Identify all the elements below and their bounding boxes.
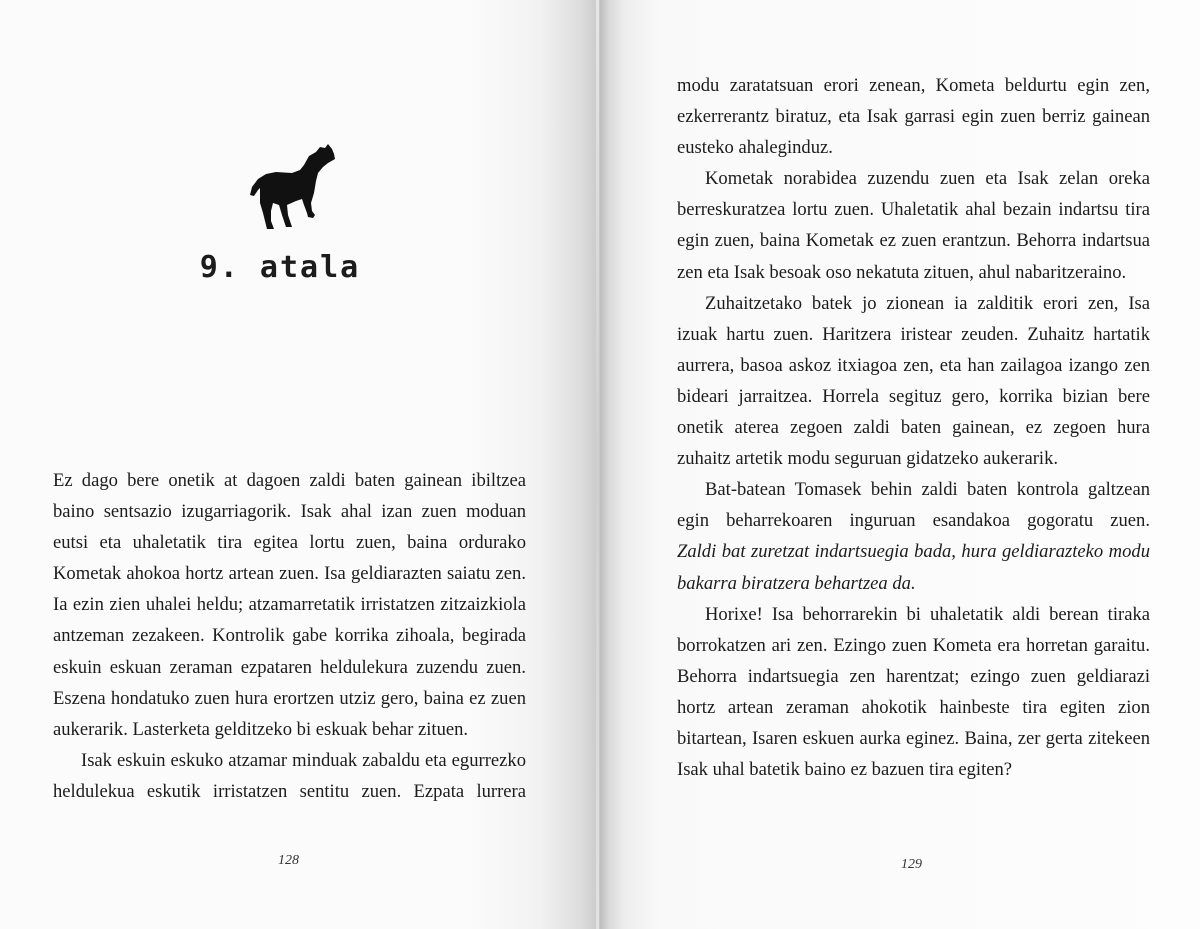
paragraph: Ez dago bere onetik at dagoen zaldi baten gainean ibiltzea baino sentsazio izugarriagorik. Isak ahal izan zuen moduan eutsi eta uhaletatik tira egitea lortu zuen, baina ordurako Kometak ahokoa hortz artean zuen. Isa geldiarazten saiatu zen. Ia ezin zien uhalei heldu; atzamarretatik irristatzen zitzaizkiola antzeman zezakeen. Kontrolik gabe korrika zihoala, begirada eskuin eskuan zeraman ezpataren heldulekura zuzendu zuen. Eszena hondatuko zuen hura erortzen utziz gero, baina ez zuen aukerarik. Lasterketa gelditzeko bi eskuak behar zituen. xyxy=(53,470,526,740)
paragraph: modu zaratatsuan erori zenean, Kometa beldurtu egin zen, ezkerrerantz biratuz, eta Isak garrasi egin zuen berriz gainean eusteko ahaleginduz. xyxy=(677,75,1150,159)
italic-quote: Zaldi bat zuretzat indartsuegia bada, hura geldiarazteko modu bakarra biratzera behartzea da. xyxy=(677,541,1150,594)
book-gutter xyxy=(596,0,599,929)
right-body-text xyxy=(677,70,1150,785)
paragraph: Horixe! Isa behorrarekin bi uhaletatik aldi berean tiraka borrokatzen ari zen. Ezingo zuen Kometa era horretan garaitu. Behorra indartsuegia zen harentzat; ezingo zuen geldiarazi hortz artean zeraman ahokotik hainbeste tira egiten zion bitartean, Isaren eskuen aurka eginez. Baina, zer gerta zitekeen Isak uhal batetik baino ez bazuen tira egiten? xyxy=(677,603,1150,781)
paragraph: Kometak norabidea zuzendu zuen eta Isak zelan oreka berreskuratzea lortu zuen. Uhaletatik ahal bezain indartsu tira egin zuen, baina Kometak ez zuen erantzun. Behorra indartsua zen eta Isak besoak oso nekatuta zituen, ahul nabaritzeraino. xyxy=(677,168,1150,283)
page-number: 128 xyxy=(278,853,299,868)
left-body-text xyxy=(53,465,526,807)
chapter-title: 9. atala xyxy=(199,250,361,285)
horse-icon xyxy=(246,143,336,231)
paragraph: Zuhaitzetako batek jo zionean ia zalditik erori zen, Isa izuak hartu zuen. Haritzera iristear zeuden. Zuhaitz hartatik aurrera, basoa askoz itxiagoa zen, eta han zailagoa izango zen bideari jarraitzea. Horrela segituz gero, korrika bizian bere onetik aterea zegoen zaldi baten gainean, ez zegoen hura zuhaitz artetik modu seguruan gidatzeko aukerarik. xyxy=(677,292,1150,470)
page-number: 129 xyxy=(901,857,922,872)
paragraph: Isak eskuin eskuko atzamar minduak zabaldu eta egurrezko heldulekua eskutik irristatzen sentitu zuen. Ezpata lurrera xyxy=(53,749,526,802)
paragraph: Bat-batean Tomasek behin zaldi baten kontrola galtzean egin beharrekoaren inguruan esandakoa gogoratu zuen. xyxy=(677,479,1150,532)
